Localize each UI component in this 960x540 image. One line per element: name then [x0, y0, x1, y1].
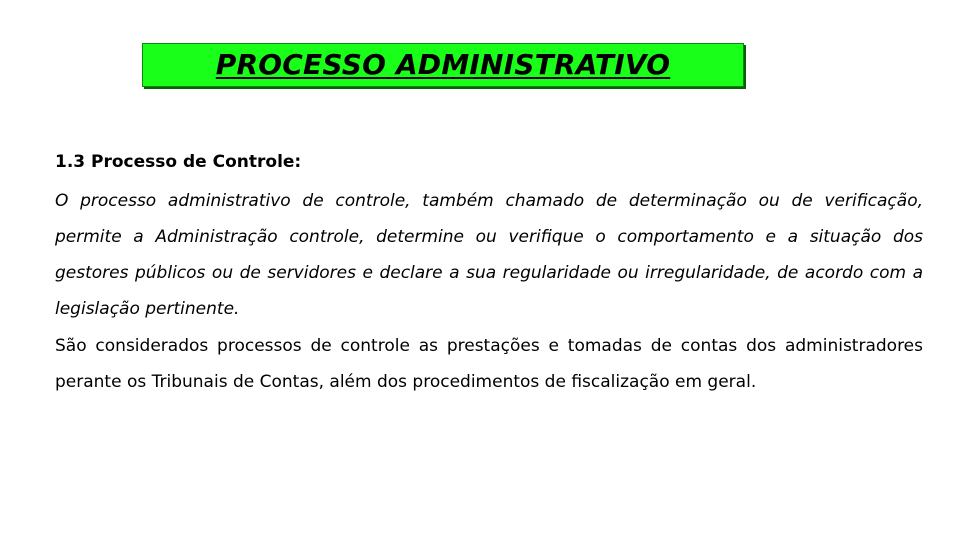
title-banner [142, 43, 744, 87]
section-heading: 1.3 Processo de Controle: [55, 152, 302, 172]
page-title: PROCESSO ADMINISTRATIVO [215, 48, 671, 81]
paragraph-definition: O processo administrativo de controle, também chamado de determinação ou de verificação, permite a Administração controle, determine ou verifique o comportamento e a situação dos gestores públicos ou de servidores e declare a sua regularidade ou irregularidade, de acordo com a legislação pertinente. [55, 191, 923, 319]
paragraph-examples: São considerados processos de controle as prestações e tomadas de contas dos administradores perante os Tribunais de Contas, além dos procedimentos de fiscalização em geral. [55, 336, 923, 392]
